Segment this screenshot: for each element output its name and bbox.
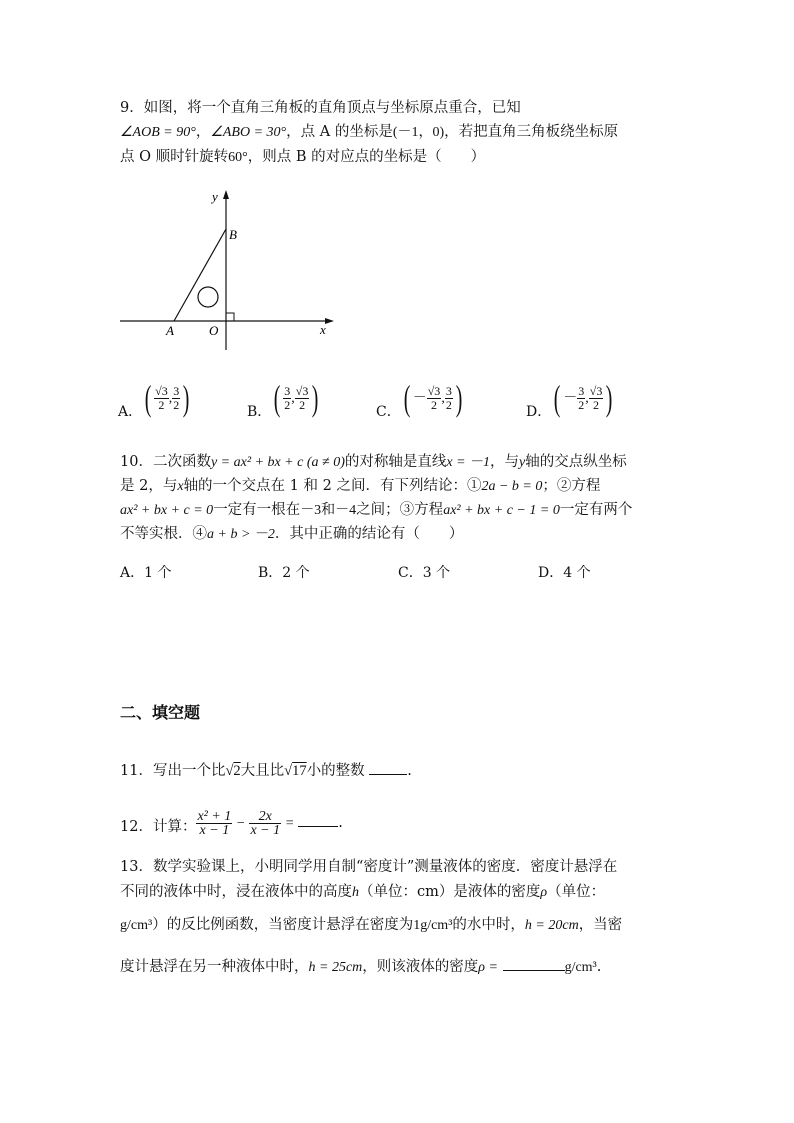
- q9-line1: 9．如图，将一个直角三角板的直角顶点与坐标原点重合，已知: [120, 100, 521, 116]
- q12-line: 12．计算： $\frac{\text{x² + 1}}{x - 1}$ − $\frac{2x}{x - 1}$ = .: [120, 808, 343, 838]
- label-x: x: [320, 322, 326, 337]
- right-angle-mark: [226, 313, 234, 321]
- y-axis-arrow: [223, 190, 229, 199]
- label-a: A: [166, 323, 174, 338]
- q13-answer-blank[interactable]: [503, 956, 565, 971]
- q13-line3: g/cm³）的反比例函数，当密度计悬浮在密度为1g/cm³的水中时，h = 20cm，当密: [120, 917, 623, 933]
- q9-option-b[interactable]: B．( $\frac{3}{2}$ , $\frac{√3}{2}$ ): [247, 378, 319, 420]
- q9-figure: [110, 185, 350, 360]
- q10-line2: 是 2，与x轴的一个交点在 1 和 2 之间．有下列结论：①2a − b = 0；②方程: [120, 478, 601, 494]
- label-o: O: [209, 323, 219, 338]
- q13-line4: 度计悬浮在另一种液体中时，h = 25cm，则该液体的密度ρ = g/cm³.: [120, 956, 601, 978]
- q11-line: 11．写出一个比√2大且比√17小的整数 .: [120, 760, 412, 781]
- q9-option-d[interactable]: D．( － $\frac{3}{2}$ , $\frac{√3}{2}$ ): [526, 378, 613, 420]
- triangle-hypotenuse: [174, 229, 226, 321]
- q10-line4: 不等实根．④a + b > －2．其中正确的结论有（ ）: [120, 526, 464, 542]
- label-y: y: [212, 189, 218, 204]
- q13-line1: 13．数学实验课上，小明同学用自制“密度计”测量液体的密度．密度计悬浮在: [120, 859, 618, 875]
- x-axis-arrow: [325, 318, 334, 324]
- q12-answer-blank[interactable]: [298, 812, 338, 827]
- q10-line3: ax² + bx + c = 0一定有一根在－3和－4之间；③方程ax² + bx + c − 1 = 0一定有两个: [120, 502, 633, 518]
- q10-line1: 10．二次函数y = ax² + bx + c (a ≠ 0)的对称轴是直线x = －1，与y轴的交点纵坐标: [120, 454, 627, 470]
- q9-option-c[interactable]: C．( － $\frac{√3}{2}$ , $\frac{3}{2}$ ): [376, 378, 463, 420]
- q13-line2: 不同的液体中时，浸在液体中的高度h（单位：cm）是液体的密度ρ（单位：: [120, 884, 606, 900]
- q10-option-a[interactable]: A．1 个: [120, 565, 172, 581]
- label-b: B: [229, 227, 237, 242]
- triangle-hole: [198, 287, 218, 307]
- q9-option-a[interactable]: A．( $\frac{√3}{2}$ , $\frac{3}{2}$ ): [118, 378, 190, 420]
- q9-line2: ∠AOB = 90°，∠ABO = 30°，点 A 的坐标是(－1，0)，若把直角三角板绕坐标原: [120, 124, 619, 140]
- q11-answer-blank[interactable]: [369, 760, 407, 775]
- q10-option-d[interactable]: D．4 个: [538, 565, 591, 581]
- q10-option-b[interactable]: B．2 个: [258, 565, 310, 581]
- q9-line3: 点 O 顺时针旋转60°，则点 B 的对应点的坐标是（ ）: [120, 149, 486, 165]
- q10-option-c[interactable]: C．3 个: [398, 565, 451, 581]
- section-title: 二、填空题: [120, 703, 201, 722]
